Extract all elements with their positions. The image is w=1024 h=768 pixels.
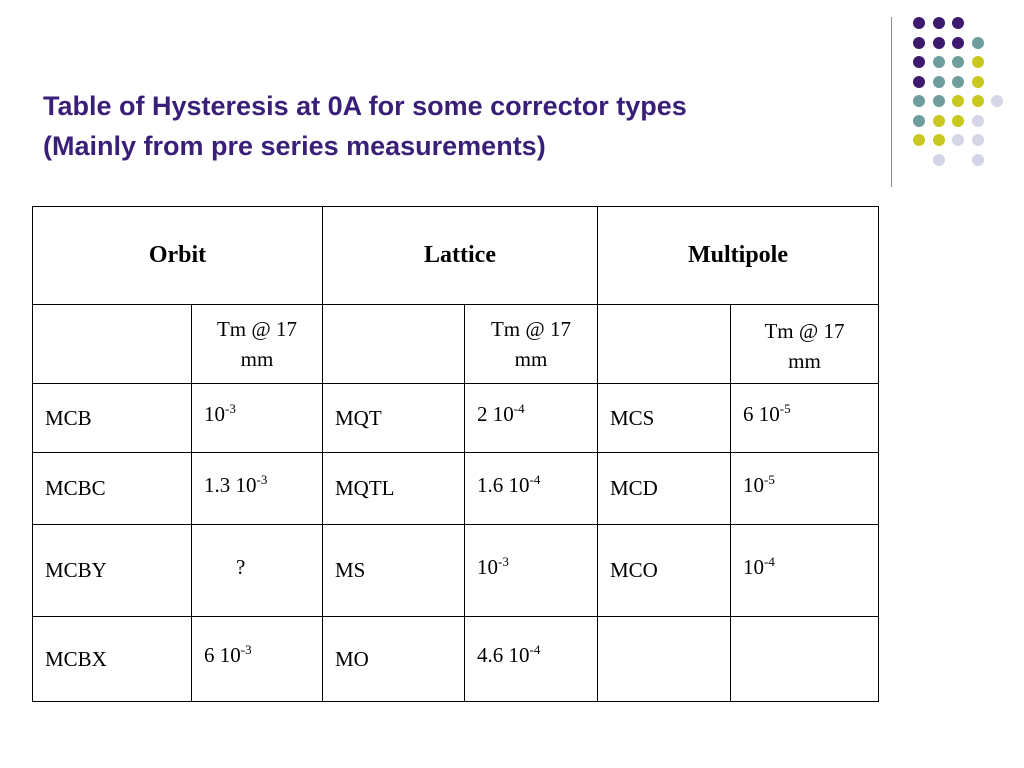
decorative-dot [991, 95, 1003, 107]
orbit-value: ? [192, 525, 323, 617]
decorative-dot [933, 154, 945, 166]
decorative-dot [972, 56, 984, 68]
decorative-dot [972, 134, 984, 146]
unit-empty [598, 305, 731, 384]
orbit-name: MCB [33, 384, 192, 453]
decorative-dot [952, 76, 964, 88]
decorative-dot [972, 95, 984, 107]
hysteresis-table [32, 206, 879, 702]
header-orbit: Orbit [33, 207, 323, 305]
lattice-name: MQTL [323, 453, 465, 525]
decorative-dot [913, 95, 925, 107]
header-multipole: Multipole [598, 207, 879, 305]
decorative-dot [913, 76, 925, 88]
unit-lattice: Tm @ 17 mm [465, 305, 598, 384]
decorative-dot [952, 37, 964, 49]
decorative-dot [933, 37, 945, 49]
unit-empty [323, 305, 465, 384]
decorative-dot [933, 17, 945, 29]
multipole-name: MCD [598, 453, 731, 525]
decorative-dot [913, 115, 925, 127]
lattice-value: 2 $10^{-4}$ [465, 384, 598, 453]
multipole-name: MCO [598, 525, 731, 617]
orbit-name: MCBY [33, 525, 192, 617]
decorative-dot [952, 17, 964, 29]
decorative-dot [933, 134, 945, 146]
decorative-dot [952, 134, 964, 146]
decorative-dot [913, 17, 925, 29]
lattice-value: 1.6 $10^{-4}$ [465, 453, 598, 525]
orbit-value: 1.3 $10^{-3}$ [192, 453, 323, 525]
orbit-name: MCBX [33, 617, 192, 702]
decorative-dot [913, 37, 925, 49]
unit-orbit: Tm @ 17 mm [192, 305, 323, 384]
table-row [33, 525, 879, 617]
decorative-dot [952, 95, 964, 107]
table-unit-row [33, 305, 879, 384]
multipole-value: $10^{-4}$ [731, 525, 879, 617]
decorative-dot [913, 134, 925, 146]
lattice-value: $10^{-3}$ [465, 525, 598, 617]
decorative-dot [933, 56, 945, 68]
decorative-dot [913, 56, 925, 68]
orbit-value: $10^{-3}$ [192, 384, 323, 453]
lattice-name: MQT [323, 384, 465, 453]
multipole-name: MCS [598, 384, 731, 453]
decorative-dot [972, 115, 984, 127]
table-row [33, 617, 879, 702]
decorative-dot [972, 76, 984, 88]
multipole-name [598, 617, 731, 702]
unit-empty [33, 305, 192, 384]
lattice-value: 4.6 $10^{-4}$ [465, 617, 598, 702]
decorative-dot [933, 76, 945, 88]
title-line-2: (Mainly from pre series measurements) [43, 131, 546, 161]
unit-multipole: Tm @ 17 mm [731, 305, 879, 384]
decorative-dot [933, 115, 945, 127]
orbit-value: 6 $10^{-3}$ [192, 617, 323, 702]
table-row [33, 453, 879, 525]
title-line-1: Table of Hysteresis at 0A for some corrector types [43, 91, 687, 121]
slide-title [43, 86, 883, 166]
decorative-dot [933, 95, 945, 107]
decorative-divider [891, 17, 892, 187]
decorative-dot [952, 56, 964, 68]
decorative-dot [972, 154, 984, 166]
lattice-name: MO [323, 617, 465, 702]
multipole-value: $10^{-5}$ [731, 453, 879, 525]
decorative-dot [952, 115, 964, 127]
orbit-name: MCBC [33, 453, 192, 525]
table-header-row [33, 207, 879, 305]
multipole-value: 6 $10^{-5}$ [731, 384, 879, 453]
header-lattice: Lattice [323, 207, 598, 305]
lattice-name: MS [323, 525, 465, 617]
table-row [33, 384, 879, 453]
multipole-value [731, 617, 879, 702]
decorative-dot [972, 37, 984, 49]
